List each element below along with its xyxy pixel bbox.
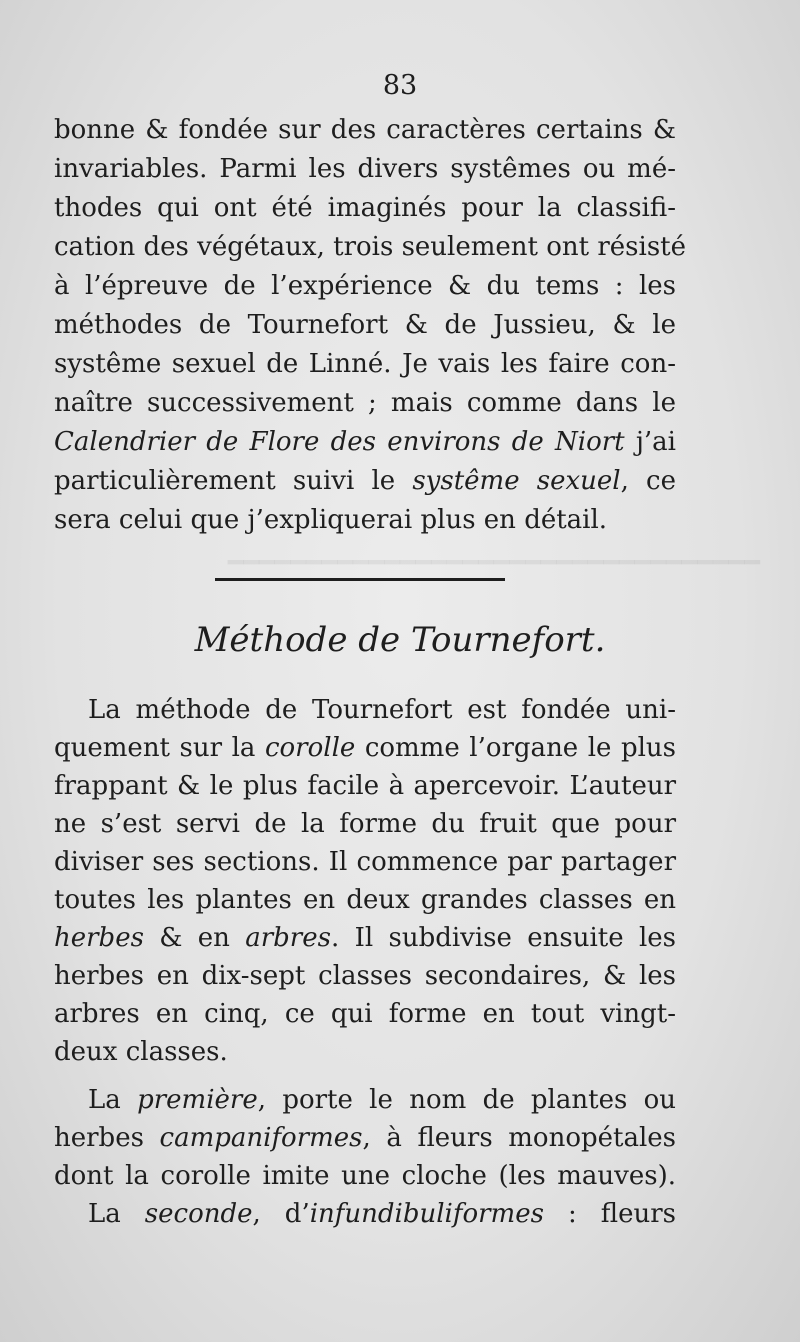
section-divider (215, 578, 505, 581)
text-line: deux classes. (54, 1037, 228, 1067)
text-line: méthodes de Tournefort & de Jussieu, & le (54, 310, 676, 340)
italic-term: systême sexuel (412, 466, 621, 496)
page-number: 83 (382, 70, 418, 101)
text-line: thodes qui ont été imaginés pour la classifi- (54, 193, 676, 223)
text-line: diviser ses sections. Il commence par partager (54, 847, 676, 877)
text-line: La méthode de Tournefort est fondée uni- (88, 695, 676, 725)
text-line: à l’épreuve de l’expérience & du tems : les (54, 271, 676, 301)
text-line: invariables. Parmi les divers systêmes ou mé- (54, 154, 676, 184)
text-line: naître successivement ; mais comme dans le (54, 388, 676, 418)
text-line: herbes en dix-sept classes secondaires, & les (54, 961, 676, 991)
text-line: particulièrement suivi le systême sexuel, ce (54, 466, 676, 496)
text-line: quement sur la corolle comme l’organe le plus (54, 733, 677, 763)
text-line: La seconde, d’infundibuliformes : fleurs (88, 1199, 676, 1229)
text-line: herbes & en arbres. Il subdivise ensuite les (54, 923, 677, 953)
text-line: toutes les plantes en deux grandes classes en (54, 885, 676, 915)
text-line: Calendrier de Flore des environs de Niort j’ai (54, 427, 676, 457)
text-line: sera celui que j’expliquerai plus en détail. (54, 505, 608, 535)
text-line: herbes campaniformes, à fleurs monopétales (54, 1123, 676, 1153)
text-line: arbres en cinq, ce qui forme en tout vingt- (54, 999, 676, 1029)
text-line: systême sexuel de Linné. Je vais les faire con- (54, 349, 676, 379)
text-line: ne s’est servi de la forme du fruit que pour (54, 809, 676, 839)
text-line: frappant & le plus facile à apercevoir. L’auteur (54, 771, 676, 801)
text-line: dont la corolle imite une cloche (les mauves). (54, 1161, 676, 1191)
bleed-through-shadow: ━━━━━━━━━━━━━━━━━━━━━━━━━━━━━━━━━━ (227, 548, 760, 578)
text-line: bonne & fondée sur des caractères certains & (54, 115, 676, 145)
text-line: cation des végétaux, trois seulement ont résisté (54, 232, 687, 262)
italic-title: Calendrier de Flore des environs de Niort (54, 427, 625, 457)
text-line: La première, porte le nom de plantes ou (88, 1085, 677, 1115)
section-heading: Méthode de Tournefort. (194, 620, 606, 660)
